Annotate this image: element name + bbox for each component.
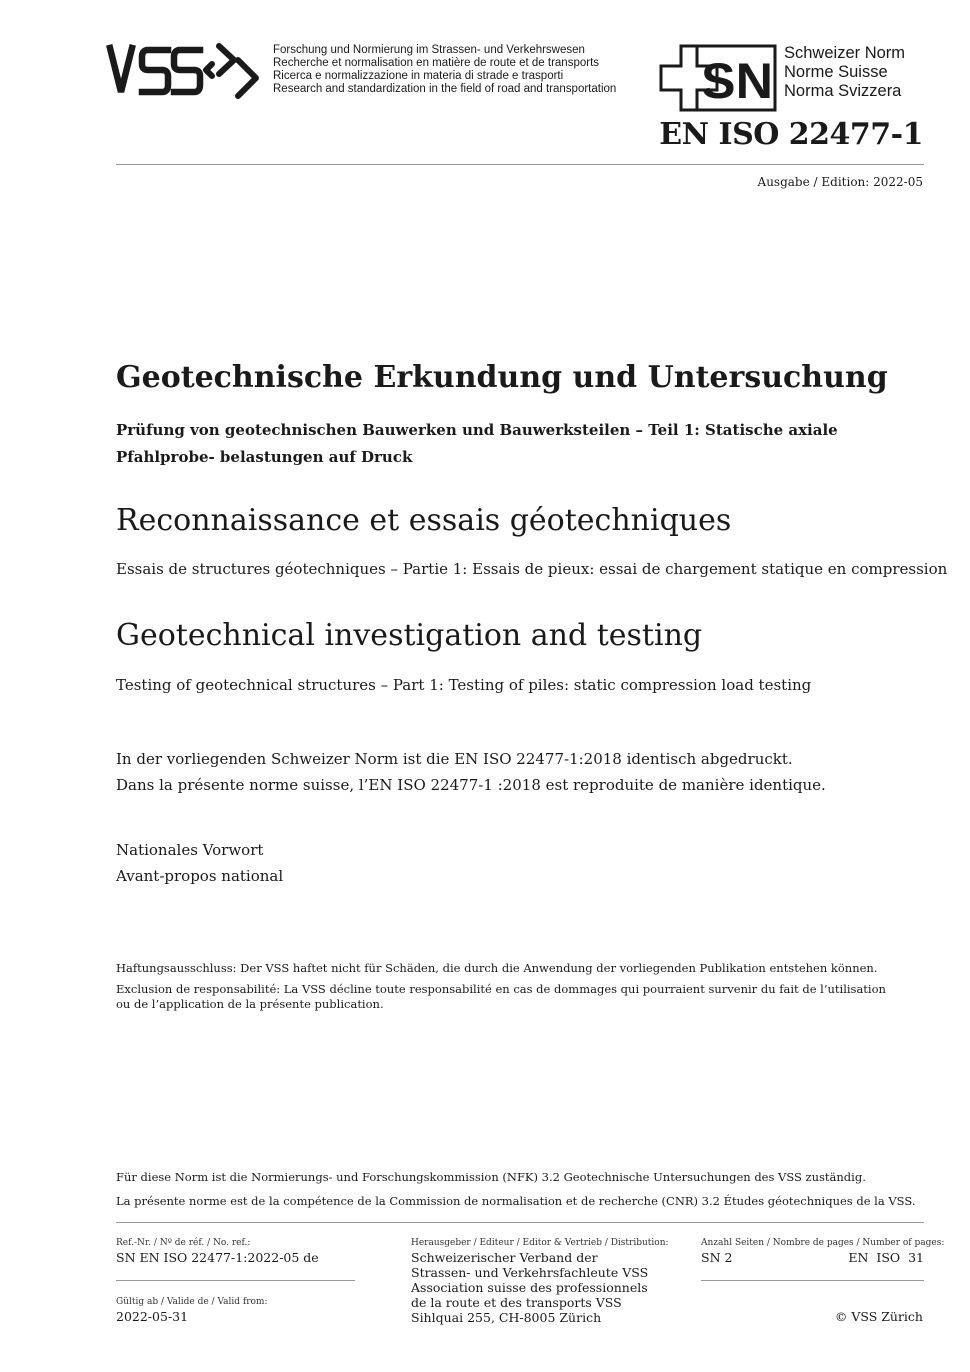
svg-text:SN: SN — [701, 53, 773, 109]
document-number: EN ISO 22477-1 — [659, 117, 923, 152]
subtitle-french: Essais de structures géotechniques – Partie 1: Essais de pieux: essai de chargement statique en compression — [116, 560, 948, 578]
sn-logo — [657, 44, 782, 112]
disclaimer-fr-line2: ou de l’application de la présente publication. — [116, 997, 384, 1011]
reference-divider — [116, 1280, 355, 1281]
pages-en: EN ISO 31 — [848, 1250, 924, 1265]
identical-reprint-de: In der vorliegenden Schweizer Norm ist die EN ISO 22477-1:2018 identisch abgedruckt. — [116, 750, 793, 768]
pages-divider — [701, 1280, 924, 1281]
footer-divider — [116, 1222, 924, 1223]
competence-fr: La présente norme est de la compétence de la Commission de normalisation et de recherche (CNR) 3.2 Études géotechniques de la VSS. — [116, 1194, 916, 1208]
reference-value: SN EN ISO 22477-1:2022-05 de — [116, 1250, 319, 1265]
disclaimer-de: Haftungsausschluss: Der VSS haftet nicht für Schäden, die durch die Anwendung der vorliegenden Publikation entstehen können. — [116, 961, 878, 975]
vss-tagline-en: Research and standardization in the field of road and transportation — [273, 83, 617, 95]
reference-block — [116, 1238, 319, 1265]
publisher-line-5: Sihlquai 255, CH-8005 Zürich — [411, 1310, 602, 1325]
title-german: Geotechnische Erkundung und Untersuchung — [116, 360, 888, 395]
valid-block — [116, 1297, 267, 1324]
disclaimer-fr-line1: Exclusion de responsabilité: La VSS décline toute responsabilité en cas de dommages qui pourraient survenir du fait de l’utilisation — [116, 982, 886, 996]
publisher-label: Herausgeber / Editeur / Editor & Vertrieb / Distribution: — [411, 1238, 669, 1248]
sn-label-it: Norma Svizzera — [784, 82, 902, 100]
vss-tagline — [273, 44, 616, 96]
sn-label-de: Schweizer Norm — [784, 44, 906, 62]
subtitle-german: Prüfung von geotechnischen Bauwerken und Bauwerksteilen – Teil 1: Statische axiale Pfahlprobe- belastungen auf Druck — [116, 421, 838, 466]
publisher-line-4: de la route et des transports VSS — [411, 1295, 622, 1310]
edition-date: Ausgabe / Edition: 2022-05 — [757, 175, 923, 189]
subtitle-english: Testing of geotechnical structures – Part 1: Testing of piles: static compression load testing — [116, 676, 812, 694]
title-english: Geotechnical investigation and testing — [116, 618, 703, 653]
vss-tagline-fr: Recherche et normalisation en matière de route et de transports — [273, 57, 600, 69]
publisher-line-3: Association suisse des professionnels — [411, 1280, 648, 1295]
identical-reprint-fr: Dans la présente norme suisse, l’EN ISO 22477-1 :2018 est reproduite de manière identique. — [116, 776, 826, 794]
header-divider — [116, 164, 924, 165]
sn-label-fr: Norme Suisse — [784, 63, 888, 81]
national-foreword-de: Nationales Vorwort — [116, 841, 264, 859]
national-foreword-fr: Avant-propos national — [116, 867, 284, 885]
pages-label: Anzahl Seiten / Nombre de pages / Number of pages: — [701, 1238, 945, 1248]
publisher-line-1: Schweizerischer Verband der — [411, 1250, 598, 1265]
title-french: Reconnaissance et essais géotechniques — [116, 503, 732, 538]
copyright: © VSS Zürich — [834, 1309, 923, 1324]
vss-tagline-it: Ricerca e normalizzazione in materia di strade e trasporti — [273, 70, 564, 82]
pages-block — [701, 1238, 945, 1266]
pages-sn: SN 2 — [701, 1250, 733, 1265]
sn-labels — [784, 44, 905, 101]
valid-label: Gültig ab / Valide de / Valid from: — [116, 1297, 268, 1307]
vss-logo — [106, 40, 266, 102]
vss-tagline-de: Forschung und Normierung im Strassen- und Verkehrswesen — [273, 44, 585, 56]
publisher-block — [411, 1238, 669, 1325]
valid-value: 2022-05-31 — [116, 1309, 189, 1324]
reference-label: Ref.-Nr. / Nº de réf. / No. ref.: — [116, 1238, 251, 1248]
competence-de: Für diese Norm ist die Normierungs- und Forschungskommission (NFK) 3.2 Geotechnische Untersuchungen des VSS zuständig. — [116, 1170, 866, 1184]
publisher-line-2: Strassen- und Verkehrsfachleute VSS — [411, 1265, 649, 1280]
